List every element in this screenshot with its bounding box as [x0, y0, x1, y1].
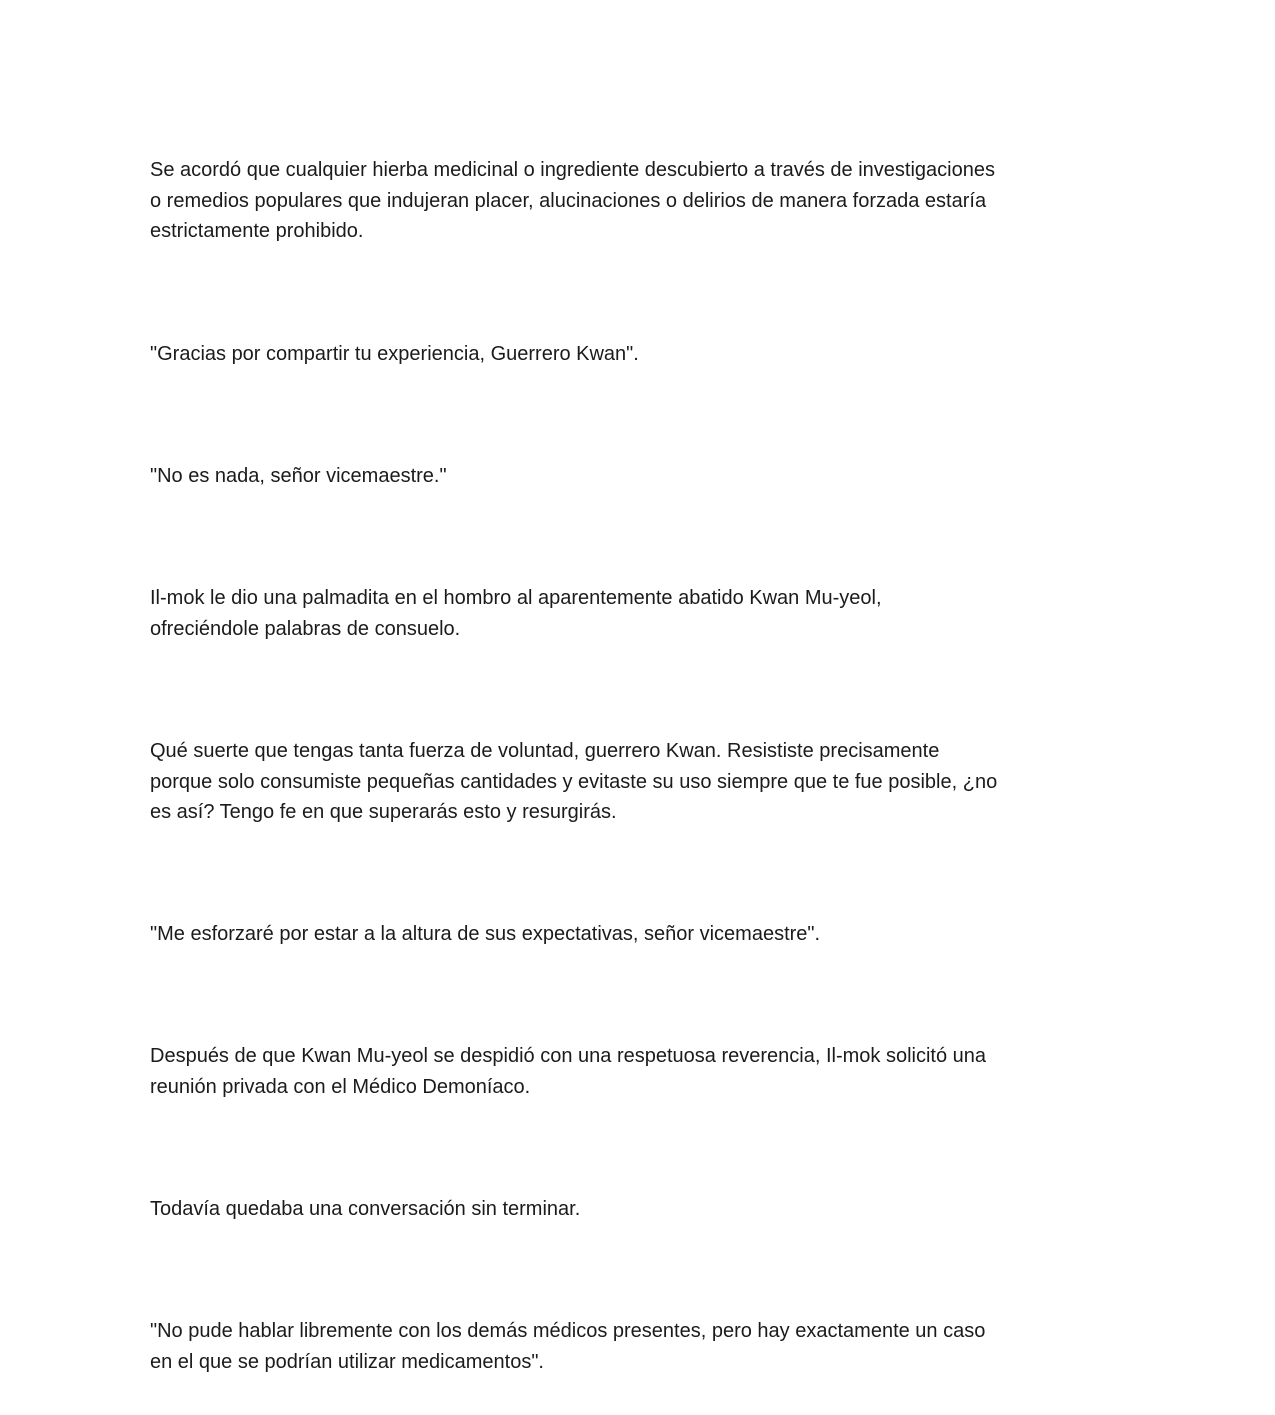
- paragraph-3: [150, 461, 1125, 492]
- paragraph-8: [150, 1194, 1125, 1225]
- paragraph-9: [150, 1316, 1125, 1377]
- paragraph-line: Qué suerte que tengas tanta fuerza de voluntad, guerrero Kwan. Resististe precisamente: [150, 740, 940, 762]
- paragraph-line: o remedios populares que indujeran placer, alucinaciones o delirios de manera forzada estaría: [150, 189, 987, 212]
- paragraph-line: "No es nada, señor vicemaestre.": [150, 465, 447, 487]
- paragraph-2: [150, 339, 1125, 370]
- paragraph-5: [150, 736, 1125, 828]
- paragraph-line: en el que se podrían utilizar medicamentos".: [150, 1350, 544, 1373]
- paragraph-line: es así? Tengo fe en que superarás esto y resurgirás.: [150, 801, 617, 823]
- paragraph-6: [150, 919, 1125, 950]
- paragraph-line: ofreciéndole palabras de consuelo.: [150, 617, 461, 640]
- paragraph-line: "Me esforzaré por estar a la altura de sus expectativas, señor vicemaestre".: [150, 923, 821, 945]
- paragraph-line: porque solo consumiste pequeñas cantidades y evitaste su uso siempre que te fue posible, ¿no: [150, 770, 998, 793]
- paragraph-line: Después de que Kwan Mu-yeol se despidió con una respetuosa reverencia, Il-mok solicitó una: [150, 1045, 987, 1067]
- paragraph-line: "Gracias por compartir tu experiencia, Guerrero Kwan".: [150, 343, 639, 365]
- paragraph-7: [150, 1041, 1125, 1102]
- paragraph-line: estrictamente prohibido.: [150, 220, 364, 242]
- paragraph-1: [150, 155, 1125, 247]
- paragraph-line: Se acordó que cualquier hierba medicinal o ingrediente descubierto a través de investigaciones: [150, 159, 995, 181]
- paragraph-line: Il-mok le dio una palmadita en el hombro al aparentemente abatido Kwan Mu-yeol,: [150, 587, 882, 609]
- paragraph-line: reunión privada con el Médico Demoníaco.: [150, 1075, 531, 1098]
- paragraph-line: Todavía quedaba una conversación sin terminar.: [150, 1198, 581, 1220]
- paragraph-line: "No pude hablar libremente con los demás médicos presentes, pero hay exactamente un caso: [150, 1320, 986, 1342]
- paragraph-4: [150, 583, 1125, 644]
